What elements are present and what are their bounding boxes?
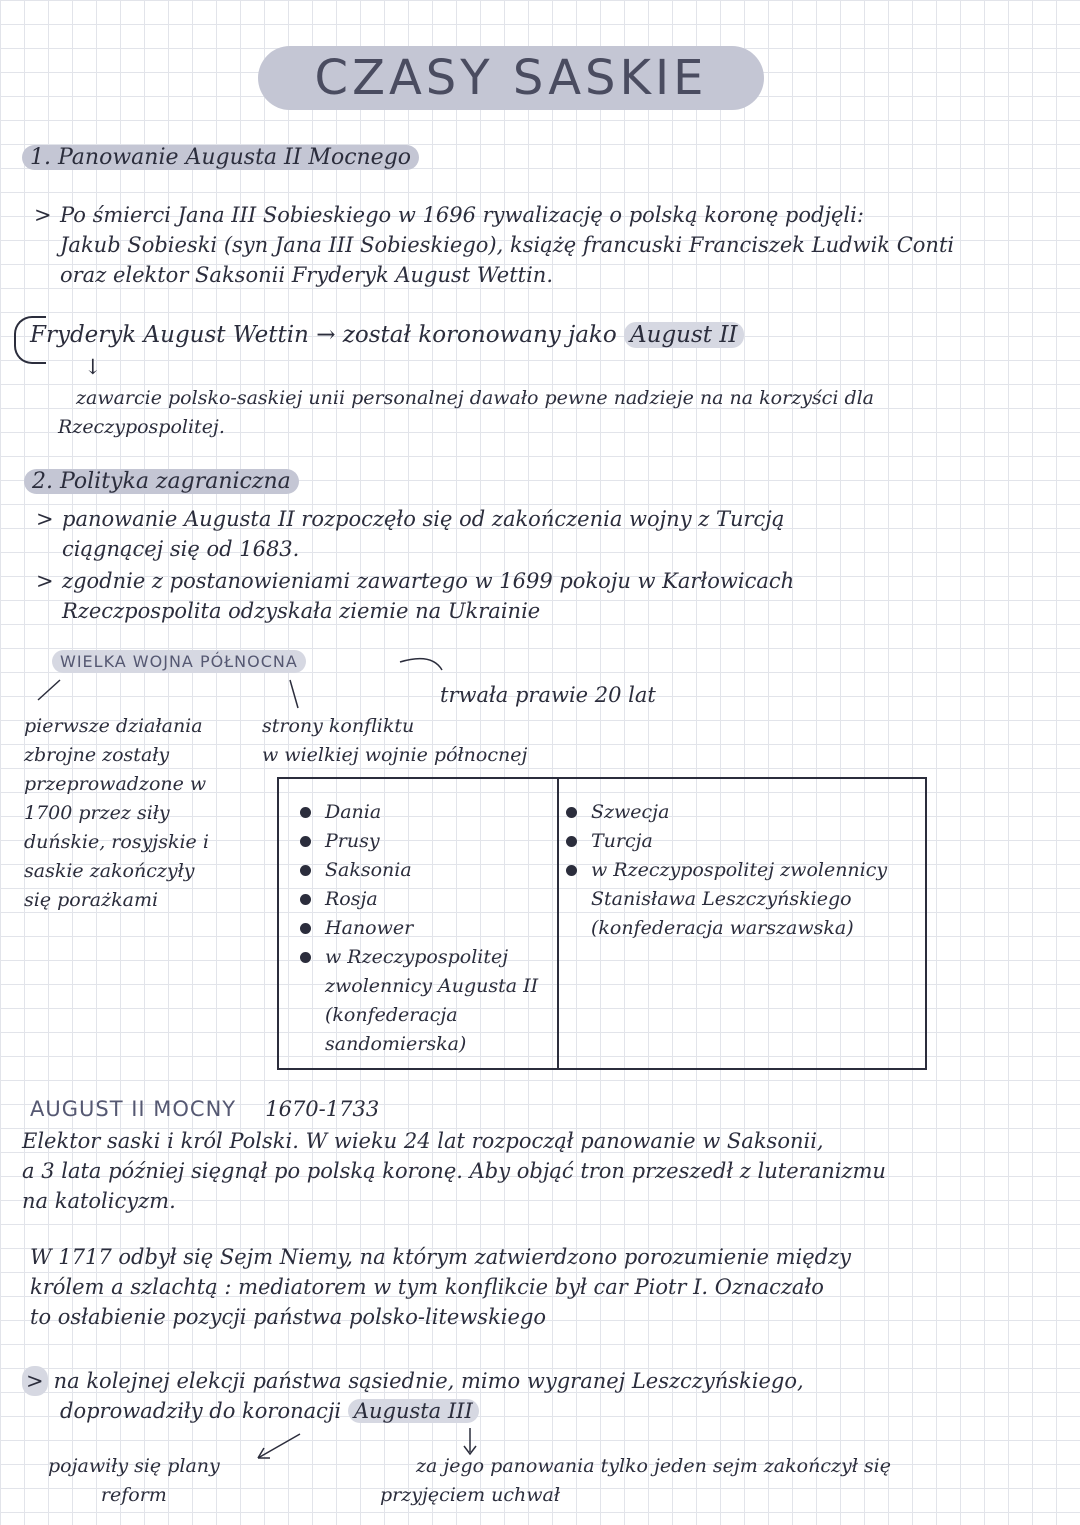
left-arrow	[258, 1434, 300, 1458]
left-note-line-5: duńskie, rosyjskie i	[24, 831, 209, 853]
bullet-dot	[300, 807, 311, 818]
sejm-paragraph	[30, 1242, 1070, 1332]
august3-line-2: doprowadziły do koronacji	[60, 1399, 342, 1423]
august3-paragraph	[22, 1366, 1062, 1426]
left-side-item: Dania	[300, 798, 545, 827]
left-side-item: Hanower	[300, 914, 545, 943]
down-arrow: ↓	[84, 355, 102, 379]
left-note-line-6: saskie zakończyły	[24, 860, 195, 882]
bullet-dot	[300, 836, 311, 847]
point-2-line-2: Rzeczpospolita odzyskała ziemie na Ukrainie	[62, 599, 541, 623]
bio-line-1: Elektor saski i król Polski. W wieku 24 lat rozpoczął panowanie w Saksonii,	[22, 1129, 824, 1153]
august-heading	[30, 1094, 379, 1124]
point-1-arrow: >	[36, 507, 54, 531]
crowned-name: August II	[624, 322, 744, 348]
sejm-note-line-2: przyjęciem uchwał	[380, 1484, 561, 1506]
august-years: 1670-1733	[265, 1097, 380, 1121]
table-divider	[557, 777, 559, 1070]
point-2-arrow: >	[36, 569, 54, 593]
sides-note-line-2: w wielkiej wojnie północnej	[262, 744, 528, 766]
point-1-line-2: ciągnącej się od 1683.	[62, 537, 300, 561]
reform-note	[48, 1452, 220, 1510]
bullet-dot	[566, 807, 577, 818]
sejm-note-line-1: za jego panowania tylko jeden sejm zakończył się	[416, 1455, 891, 1477]
august3-arrow: >	[22, 1366, 48, 1396]
point-1-line-1: panowanie Augusta II rozpoczęło się od zakończenia wojny z Turcją	[62, 507, 785, 531]
left-note-line-7: się porażkami	[24, 889, 159, 911]
bullet-dot	[300, 952, 311, 963]
right-side-item: w Rzeczypospolitej zwolennicy Stanisława Leszczyńskiego (konfederacja warszawska)	[566, 856, 916, 943]
fryderyk-name: Fryderyk August Wettin	[30, 322, 309, 348]
left-side-item: Prusy	[300, 827, 545, 856]
union-paragraph	[58, 384, 1048, 442]
august-bio	[22, 1126, 1062, 1216]
section-2-heading: 2. Polityka zagraniczna	[24, 469, 299, 494]
bio-line-3: na katolicyzm.	[22, 1189, 176, 1213]
page-title: CZASY SASKIE	[314, 50, 708, 106]
left-note-arrow	[38, 680, 60, 700]
duration-arrow	[400, 659, 442, 670]
union-line-1: zawarcie polsko-saskiej unii personalnej dawało pewne nadzieje na na korzyści dla	[76, 387, 875, 409]
sejm-line-3: to osłabienie pozycji państwa polsko-litewskiego	[30, 1305, 547, 1329]
sides-note-line-1: strony konfliktu	[262, 715, 415, 737]
war-sides-note	[262, 712, 527, 770]
war-duration: trwała prawie 20 lat	[440, 683, 656, 707]
war-arrows	[30, 650, 460, 710]
section-2-heading-wrap	[24, 466, 299, 497]
left-side-item: Saksonia	[300, 856, 545, 885]
intro-paragraph	[34, 200, 1044, 290]
crowned-text: → został koronowany jako	[316, 322, 617, 348]
intro-line-3: oraz elektor Saksonii Fryderyk August Wettin.	[60, 263, 554, 287]
reform-note-line-2: reform	[100, 1484, 167, 1506]
intro-line-2: Jakub Sobieski (syn Jana III Sobieskiego), książę francuski Franciszek Ludwik Conti	[60, 233, 955, 257]
bullet-dot	[300, 865, 311, 876]
right-side-item: Szwecja	[566, 798, 916, 827]
left-side-item: w Rzeczypospolitej zwolennicy Augusta II (konfederacja sandomierska)	[300, 943, 545, 1059]
war-left-note	[24, 712, 254, 915]
bullet-dot	[300, 923, 311, 934]
sejm-note	[380, 1452, 1040, 1510]
left-note-line-2: zbrojne zostały	[24, 744, 170, 766]
left-side-item: Rosja	[300, 885, 545, 914]
left-note-line-4: 1700 przez siły	[24, 802, 170, 824]
bullet-dot	[566, 836, 577, 847]
august3-name: Augusta III	[348, 1399, 479, 1423]
august3-line-1: na kolejnej elekcji państwa sąsiednie, mimo wygranej Leszczyńskiego,	[53, 1369, 804, 1393]
section-1-heading: 1. Panowanie Augusta II Mocnego	[22, 145, 419, 170]
title-banner	[258, 46, 764, 110]
left-note-line-3: przeprowadzone w	[24, 773, 207, 795]
bullet-dot	[300, 894, 311, 905]
august-name: AUGUST II MOCNY	[30, 1097, 237, 1121]
bio-line-2: a 3 lata później sięgnął po polską koronę. Aby objąć tron przeszedł z luteranizmu	[22, 1159, 886, 1183]
sejm-line-2: królem a szlachtą : mediatorem w tym konflikcie był car Piotr I. Oznaczało	[30, 1275, 824, 1299]
union-line-2: Rzeczypospolitej.	[58, 416, 225, 438]
intro-line-1: Po śmierci Jana III Sobieskiego w 1696 rywalizację o polską koronę podjęli:	[60, 203, 864, 227]
section-2-point-1	[36, 504, 1036, 564]
right-side-item: Turcja	[566, 827, 916, 856]
bullet-dot	[566, 865, 577, 876]
section-2-point-2	[36, 566, 1036, 626]
fryderyk-line	[30, 320, 744, 350]
war-label: WIELKA WOJNA PÓŁNOCNA	[52, 650, 306, 673]
point-2-line-1: zgodnie z postanowieniami zawartego w 1699 pokoju w Karłowicach	[62, 569, 795, 593]
sides-arrow	[290, 680, 298, 708]
sejm-line-1: W 1717 odbył się Sejm Niemy, na którym zatwierdzono porozumienie między	[30, 1245, 851, 1269]
reform-note-line-1: pojawiły się plany	[48, 1455, 220, 1477]
intro-arrow: >	[34, 203, 52, 227]
table-right-column	[566, 798, 916, 943]
section-1-heading-wrap	[22, 142, 419, 173]
table-left-column	[300, 798, 545, 1059]
left-note-line-1: pierwsze działania	[24, 715, 203, 737]
